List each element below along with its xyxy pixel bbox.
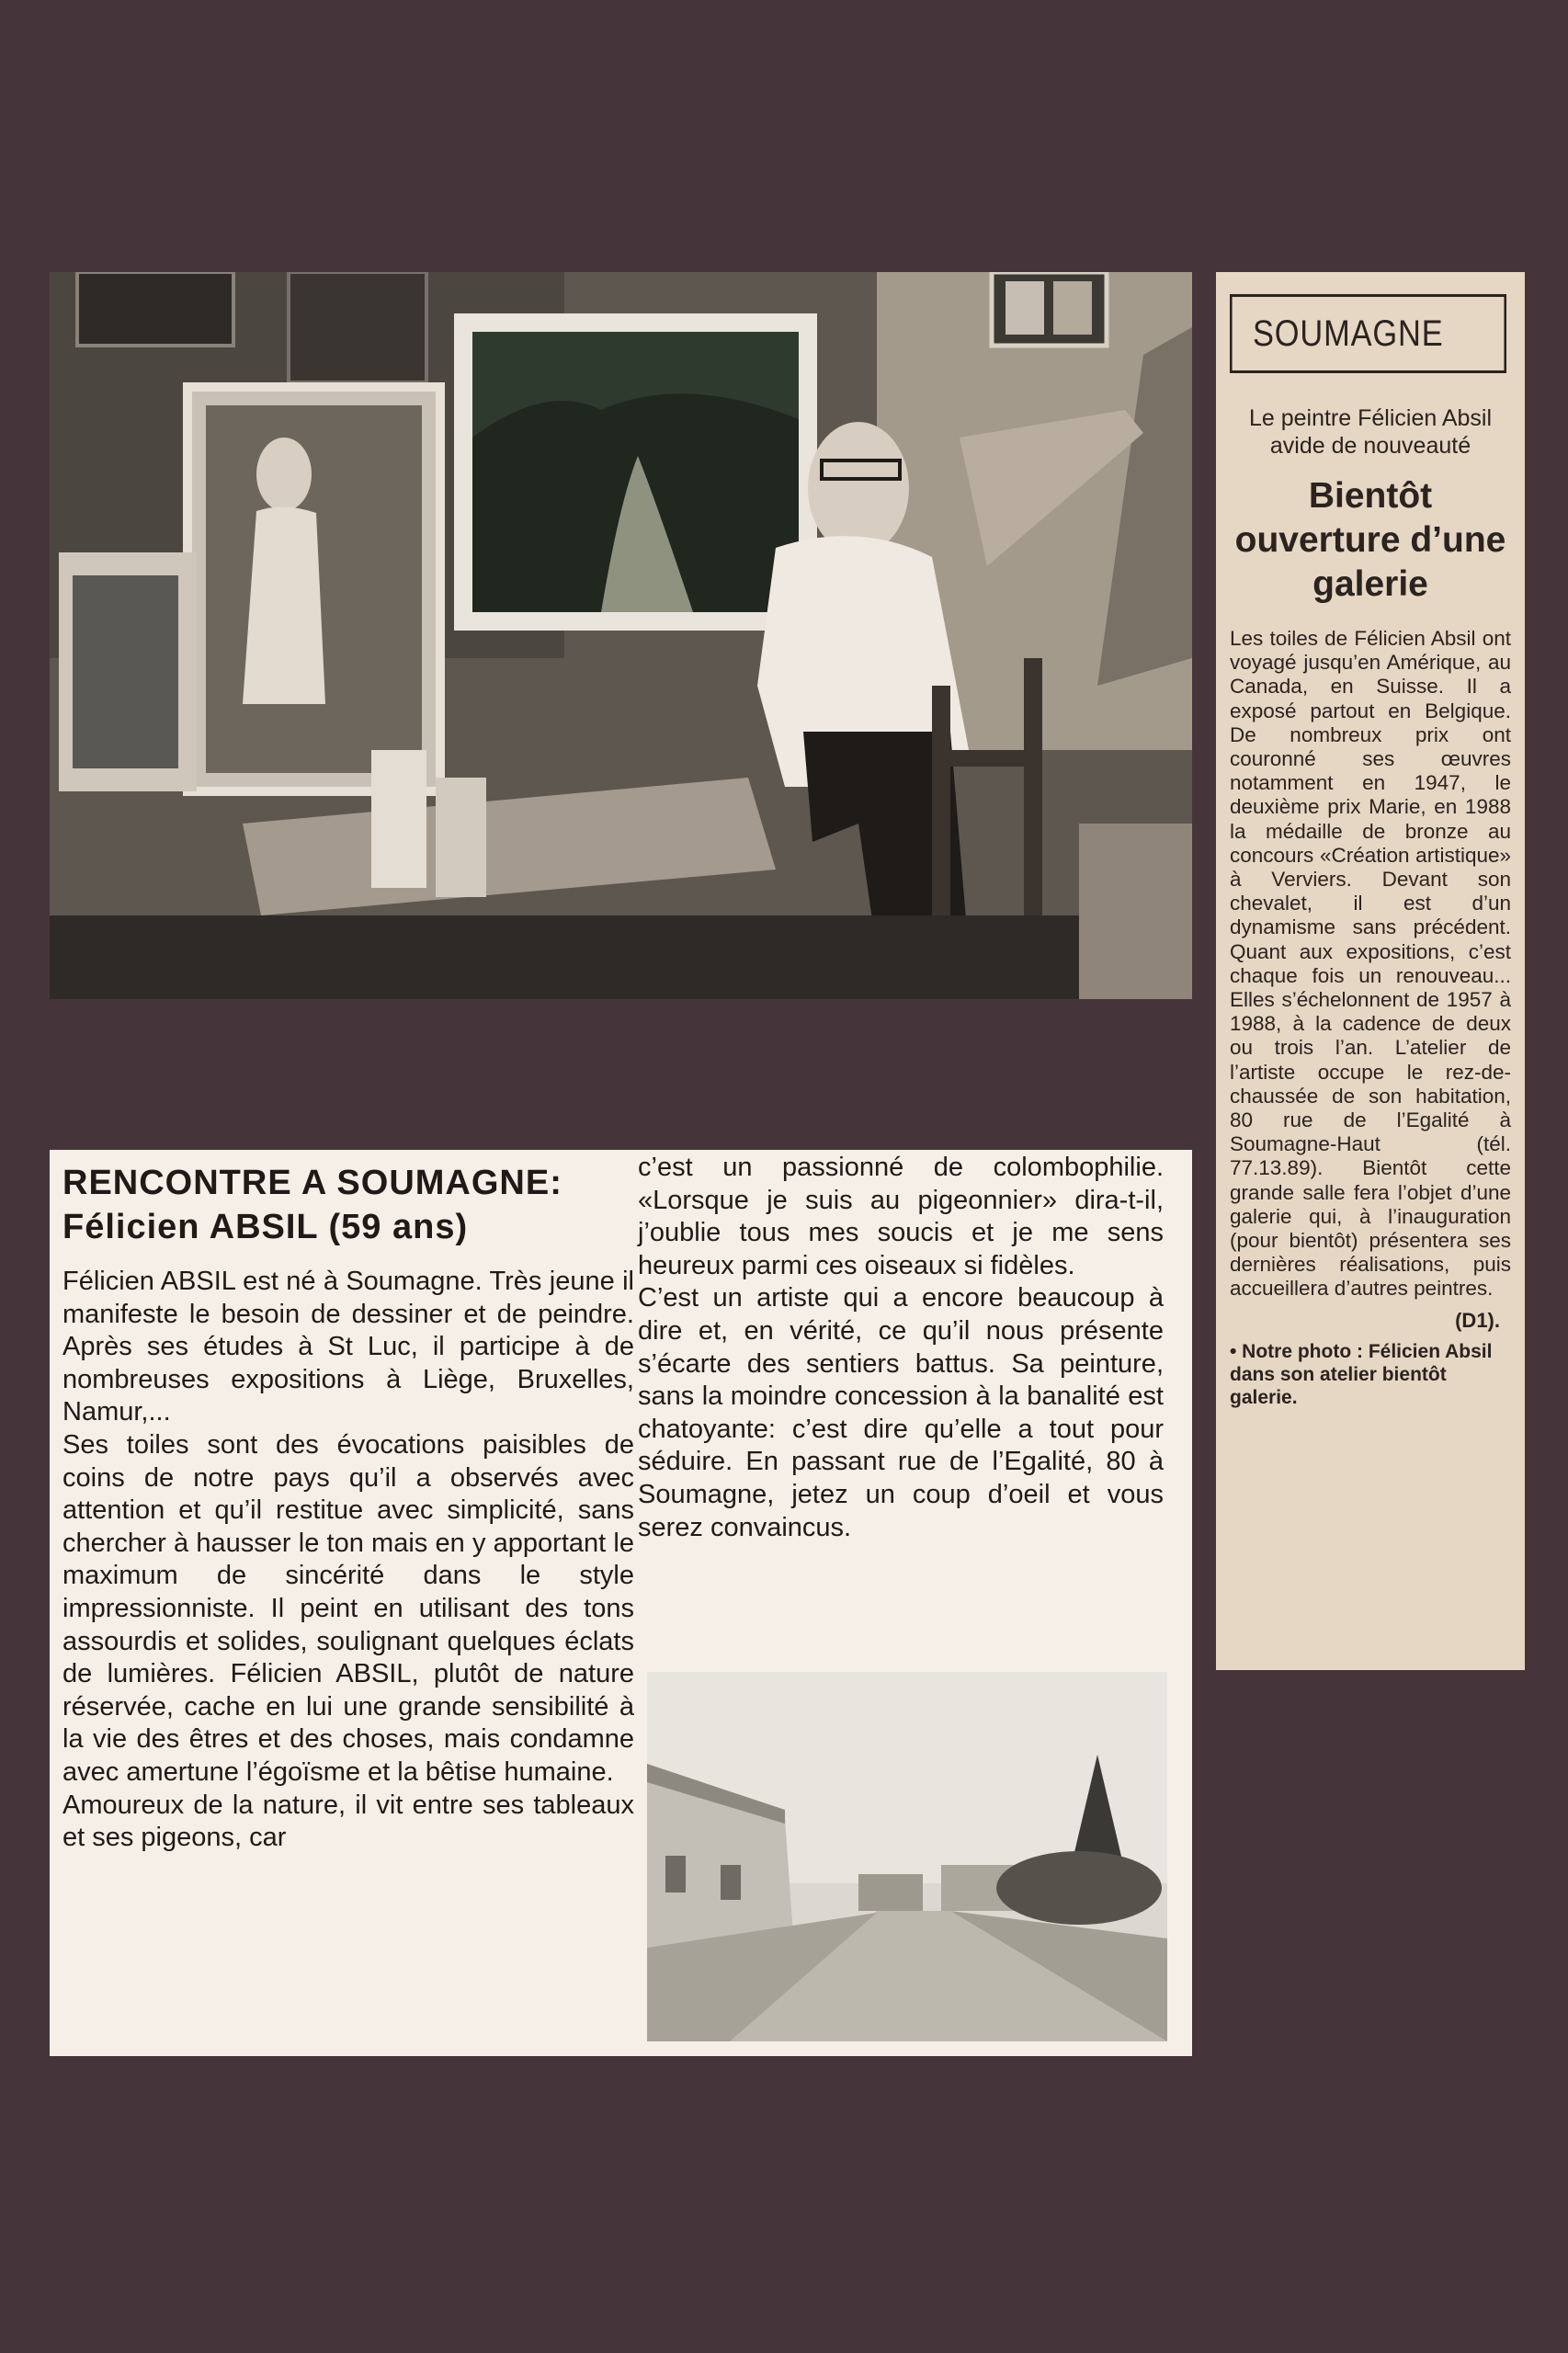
article-body-text: Les toiles de Félicien Absil ont voyagé jusqu’en Amérique, au Canada, en Suisse. Il a exposé partout en Belgique. De nombreux prix ont couronné ses œuvres notamment en 1947, le deuxième prix Marie, en 1988 la médaille de bronze au concours «Création artistique» à Verviers. Devant son chevalet, il est d’un dynamisme sans précédent. Quant aux expositions, c’est chaque fois un renouveau... Elles s’échelonnent de 1957 à 1988, à la cadence de deux ou trois l’an. L’atelier de l’artiste occupe le rez-de-chaussée de son habitation, 80 rue de l’Egalité à Soumagne-Haut (tél. 77.13.89). Bientôt cette grande salle fera l’objet d’une galerie qui, à l’inauguration (pour bientôt) présentera ses dernières réalisations, puis accueillera d’autres peintres. [1230,627,1511,1301]
article-signature: (D1). [1455,1308,1500,1332]
studio-photo-drawing [50,272,1192,999]
article-column-2 [638,1152,1164,1544]
street-painting-drawing [647,1672,1167,2041]
title-line-2: Félicien ABSIL (59 ans) [62,1208,469,1246]
paragraph-4: c’est un passionné de colombophilie. «Lorsque je suis au pigeonnier» dira-t-il, j’oublie tous mes soucis et je me sens heureux parmi ces oiseaux si fidèles. [638,1153,1164,1280]
street-painting-photo [647,1672,1167,2041]
article-body [1230,627,1511,1302]
main-article-title [62,1161,632,1249]
article-column-1 [62,1266,634,1855]
paragraph-3: Amoureux de la nature, il vit entre ses tableaux et ses pigeons, car [62,1790,634,1853]
title-line-1: RENCONTRE A SOUMAGNE: [62,1164,562,1202]
side-article [1216,272,1525,1670]
studio-photo [50,272,1192,999]
article-headline: Bientôt ouverture d’une galerie [1234,476,1506,604]
paragraph-1: Félicien ABSIL est né à Soumagne. Très jeune il manifeste le besoin de dessiner et de peindre. Après ses études à St Luc, il participe à de nombreuses expositions à Liège, Bruxelles, Namur,... [62,1267,634,1427]
main-article [50,1150,1192,2056]
paragraph-5: C’est un artiste qui a encore beaucoup à dire et, en vérité, ce qu’il nous présente s’écarte des sentiers battus. Sa peinture, sans la moindre concession à la banalité est chatoyante: c’est dire qu’elle a tout pour séduire. En passant rue de l’Egalité, 80 à Soumagne, jetez un coup d’oeil et vous serez convaincus. [638,1283,1164,1542]
photo-caption: • Notre photo : Félicien Absil dans son atelier bientôt galerie. [1230,1340,1493,1408]
article-kicker: Le peintre Félicien Absil avide de nouveauté [1248,405,1493,459]
place-heading: SOUMAGNE [1230,294,1506,373]
paragraph-2: Ses toiles sont des évocations paisibles de coins de notre pays qu’il a observés avec attention et qu’il restitue avec simplicité, sans chercher à hausser le ton mais en y apportant le maximum de sincérité dans le style impressionniste. Il peint en utilisant des tons assourdis et solides, soulignant quelques éclats de lumières. Félicien ABSIL, plutôt de nature réservée, cache en lui une grande sensibilité à la vie des êtres et des choses, mais condamne avec amertune l’égoïsme et la bêtise humaine. [62,1429,634,1787]
